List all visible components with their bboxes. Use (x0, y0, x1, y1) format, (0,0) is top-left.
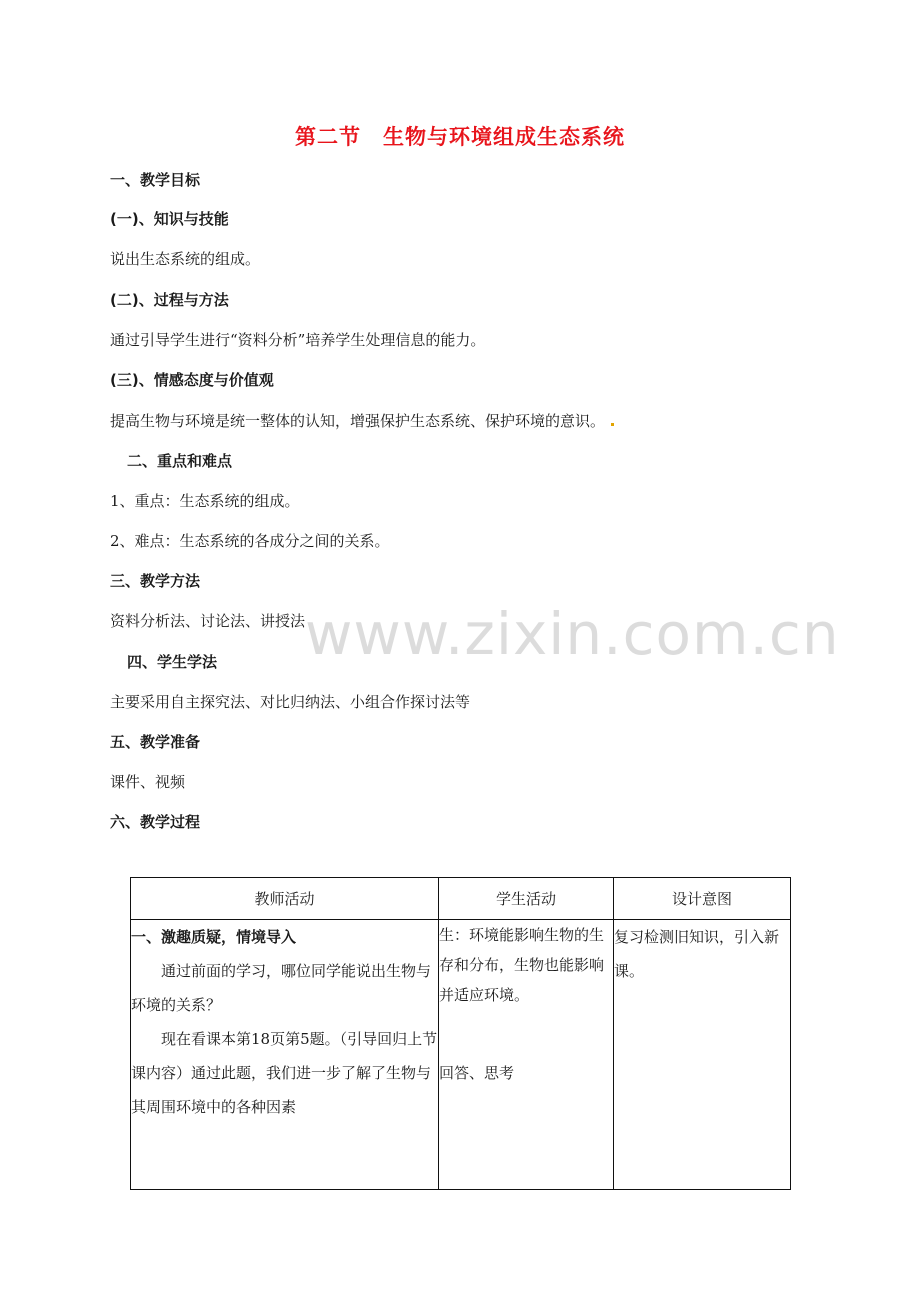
student-text-1: 生：环境能影响生物的生存和分布，生物也能影响并适应环境。 (439, 926, 605, 1004)
text-difficult-point: 2、难点：生态系统的各成分之间的关系。 (110, 532, 390, 550)
cell-design-intent (614, 920, 791, 1190)
section-heading-learning-methods: 四、学生学法 (127, 653, 218, 671)
header-design-intent: 设计意图 (614, 878, 791, 920)
section-heading-key-points: 二、重点和难点 (127, 452, 233, 470)
section-heading-objectives: 一、教学目标 (110, 171, 201, 189)
teacher-para-2: 现在看课本第18页第5题。（引导回归上节课内容）通过此题，我们进一步了解了生物与其周围环境中的各种因素 (131, 1030, 438, 1116)
text-preparation: 课件、视频 (110, 773, 186, 791)
section-heading-teaching-process: 六、教学过程 (110, 813, 201, 831)
teaching-process-table (130, 877, 791, 1190)
design-text: 复习检测旧知识，引入新课。 (614, 928, 780, 980)
subheading-process-method: (二)、过程与方法 (110, 291, 229, 309)
cell-student-activity (439, 920, 614, 1190)
student-text-2: 回答、思考 (439, 1064, 515, 1082)
teacher-step-heading: 一、激趣质疑，情境导入 (131, 928, 297, 946)
text-teaching-methods: 资料分析法、讨论法、讲授法 (110, 612, 306, 630)
table-row (131, 920, 791, 1190)
cell-teacher-activity (131, 920, 439, 1190)
subheading-knowledge-skills: (一)、知识与技能 (110, 210, 229, 228)
watermark: www.zixin.com.cn (305, 600, 840, 668)
text-process-method: 通过引导学生进行“资料分析”培养学生处理信息的能力。 (110, 331, 486, 349)
page-title: 第二节 生物与环境组成生态系统 (295, 125, 625, 149)
text-attitude-values: 提高生物与环境是统一整体的认知，增强保护生态系统、保护环境的意识。 (110, 411, 614, 431)
decorative-dot (611, 423, 614, 426)
text-learning-methods: 主要采用自主探究法、对比归纳法、小组合作探讨法等 (110, 693, 471, 711)
table-header-row (131, 878, 791, 920)
section-heading-teaching-methods: 三、教学方法 (110, 572, 201, 590)
header-teacher-activity: 教师活动 (131, 878, 439, 920)
text-knowledge-skills: 说出生态系统的组成。 (110, 250, 261, 268)
subheading-attitude-values: (三)、情感态度与价值观 (110, 371, 274, 389)
text-key-point: 1、重点：生态系统的组成。 (110, 492, 300, 510)
section-heading-preparation: 五、教学准备 (110, 733, 201, 751)
header-student-activity: 学生活动 (439, 878, 614, 920)
teacher-para-1: 通过前面的学习，哪位同学能说出生物与环境的关系？ (131, 962, 432, 1014)
